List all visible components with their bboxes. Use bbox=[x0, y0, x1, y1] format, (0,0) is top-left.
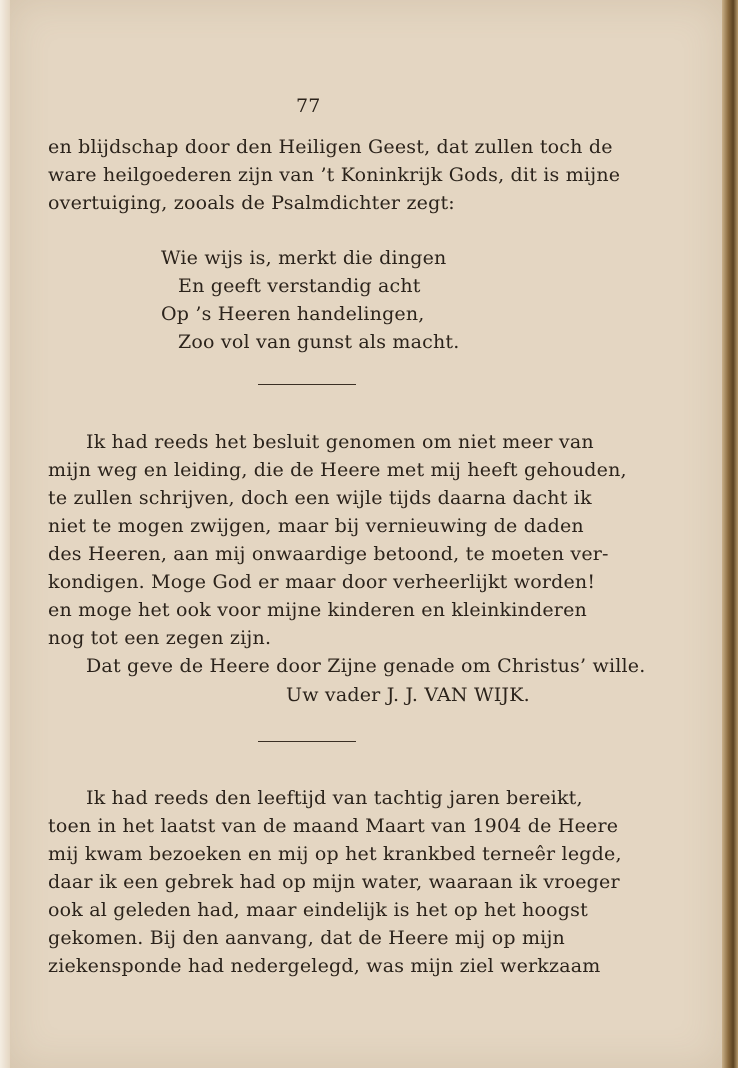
text-line: niet te mogen zwijgen, maar bij vernieuwing de daden bbox=[48, 515, 584, 537]
text-line: overtuiging, zooals de Psalmdichter zegt: bbox=[48, 192, 455, 214]
text-line: nog tot een zegen zijn. bbox=[48, 627, 272, 649]
text-line: en moge het ook voor mijne kinderen en kleinkinderen bbox=[48, 599, 587, 621]
text-line: mijn weg en leiding, die de Heere met mij heeft gehouden, bbox=[48, 459, 627, 481]
text-line: te zullen schrijven, doch een wijle tijds daarna dacht ik bbox=[48, 487, 592, 509]
text-line: gekomen. Bij den aanvang, dat de Heere mij op mijn bbox=[48, 927, 565, 949]
section-divider bbox=[258, 741, 356, 742]
page-number: 77 bbox=[296, 95, 321, 117]
verse-line: Op ’s Heeren handelingen, bbox=[161, 303, 425, 325]
verse-line: Zoo vol van gunst als macht. bbox=[178, 331, 460, 353]
verse-line: Wie wijs is, merkt die dingen bbox=[161, 247, 447, 269]
text-line: Ik had reeds den leeftijd van tachtig jaren bereikt, bbox=[86, 787, 583, 809]
text-line: kondigen. Moge God er maar door verheerlijkt worden! bbox=[48, 571, 596, 593]
section-divider bbox=[258, 384, 356, 385]
text-line: ziekensponde had nedergelegd, was mijn ziel werkzaam bbox=[48, 955, 601, 977]
page-left-edge bbox=[0, 0, 10, 1068]
signature: Uw vader J. J. VAN WIJK. bbox=[286, 684, 530, 706]
text-line: ook al geleden had, maar eindelijk is het op het hoogst bbox=[48, 899, 588, 921]
text-line: Ik had reeds het besluit genomen om niet meer van bbox=[86, 431, 594, 453]
verse-line: En geeft verstandig acht bbox=[178, 275, 421, 297]
book-spine bbox=[722, 0, 738, 1068]
text-line: ware heilgoederen zijn van ’t Koninkrijk Gods, dit is mijne bbox=[48, 164, 621, 186]
text-line: en blijdschap door den Heiligen Geest, dat zullen toch de bbox=[48, 136, 613, 158]
text-line: mij kwam bezoeken en mij op het krankbed terneêr legde, bbox=[48, 843, 622, 865]
text-line: toen in het laatst van de maand Maart van 1904 de Heere bbox=[48, 815, 619, 837]
closing-line: Dat geve de Heere door Zijne genade om Christus’ wille. bbox=[86, 655, 646, 677]
text-line: daar ik een gebrek had op mijn water, waaraan ik vroeger bbox=[48, 871, 620, 893]
text-line: des Heeren, aan mij onwaardige betoond, te moeten ver- bbox=[48, 543, 609, 565]
